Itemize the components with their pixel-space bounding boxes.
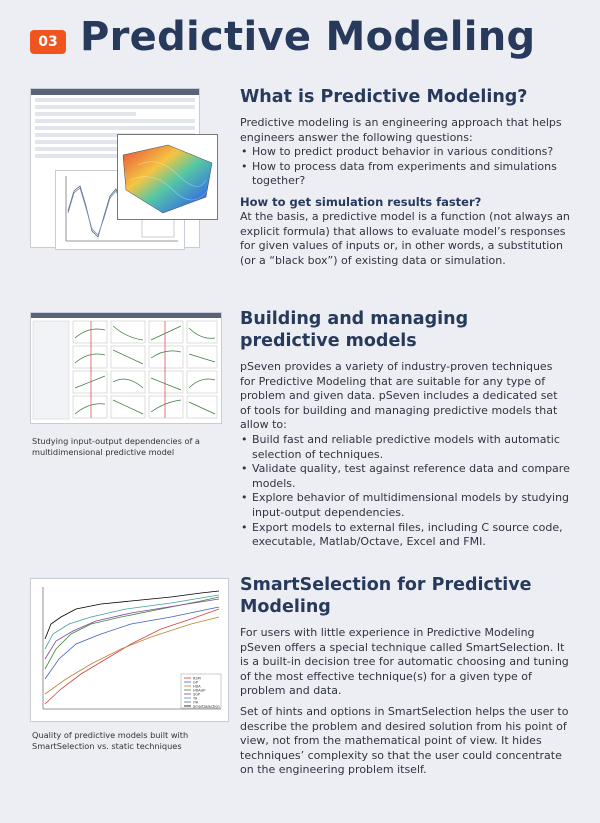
legend-label: HDAGP [193, 688, 206, 693]
bullet-list [240, 145, 570, 189]
list-item: • Explore behavior of multidimensional models by studying input-output dependencies. [252, 491, 570, 520]
paragraph: Predictive modeling is an engineering approach that helps engineers answer the following questions: [240, 116, 562, 144]
list-item: • Validate quality, test against reference data and compare models. [252, 462, 570, 491]
legend-label: SGP [193, 692, 201, 697]
figure-caption: Studying input-output dependencies of a multidimensional predictive model [32, 436, 200, 457]
paragraph: At the basis, a predictive model is a function (not always an explicit formula) that allows to evaluate model’s responses for given values of inputs or, in other words, a substitution (or a “black box”) of existing data or simulation. [240, 209, 570, 267]
section-heading: Building and managing predictive models [240, 309, 469, 351]
legend-label: TA [193, 696, 198, 701]
page-title: Predictive Modeling [80, 14, 536, 60]
section-number-badge: 03 [30, 30, 66, 54]
figure-caption: Quality of predictive models built with SmartSelection vs. static techniques [32, 730, 189, 751]
smartselection-quality-figure [30, 578, 229, 722]
list-item: • How to predict product behavior in various conditions? [252, 145, 570, 160]
3d-surface-icon [118, 135, 217, 219]
section-heading: What is Predictive Modeling? [240, 87, 528, 107]
list-item: • How to process data from experiments and simulations together? [252, 160, 570, 189]
surface-plot-figure [117, 134, 218, 220]
legend-label: RSM [193, 676, 201, 681]
paragraph: For users with little experience in Predictive Modeling pSeven offers a special technique called SmartSelection. It is a built-in decision tree for automatic choosing and tuning of the most effective technique(s) for a given type of problem and data. [240, 626, 569, 698]
plot-matrix-chart [31, 318, 221, 422]
input-output-dependencies-figure [30, 312, 222, 424]
paragraph: Set of hints and options in SmartSelection helps the user to describe the problem and desired solution from his point of view, not from the mathematical point of view. It hides techniques’ complexity so that the user could concentrate on the engineering problem itself. [240, 704, 569, 777]
list-item: • Export models to external files, including C source code, executable, Matlab/Octave, Excel and FMI. [252, 521, 570, 550]
legend-label: SmartSelection [193, 704, 220, 709]
section-smartselection [240, 574, 570, 778]
legend-label: iTA [193, 700, 199, 705]
bullet-list [240, 433, 570, 550]
section-building-managing-models [240, 308, 570, 550]
paragraph: pSeven provides a variety of industry-proven techniques for Predictive Modeling that are suitable for any type of problem and given data. pSeven includes a dedicated set of tools for building and managing predictive models that allow to: [240, 360, 558, 432]
subheading: How to get simulation results faster? [240, 194, 482, 209]
legend-label: HDA [193, 684, 201, 689]
list-item: • Build fast and reliable predictive models with automatic selection of techniques. [252, 433, 570, 462]
section-what-is-predictive-modeling [240, 86, 570, 268]
legend-label: GP [193, 680, 198, 685]
quality-curves-chart [31, 579, 228, 721]
section-heading: SmartSelection for Predictive Modeling [240, 575, 532, 617]
